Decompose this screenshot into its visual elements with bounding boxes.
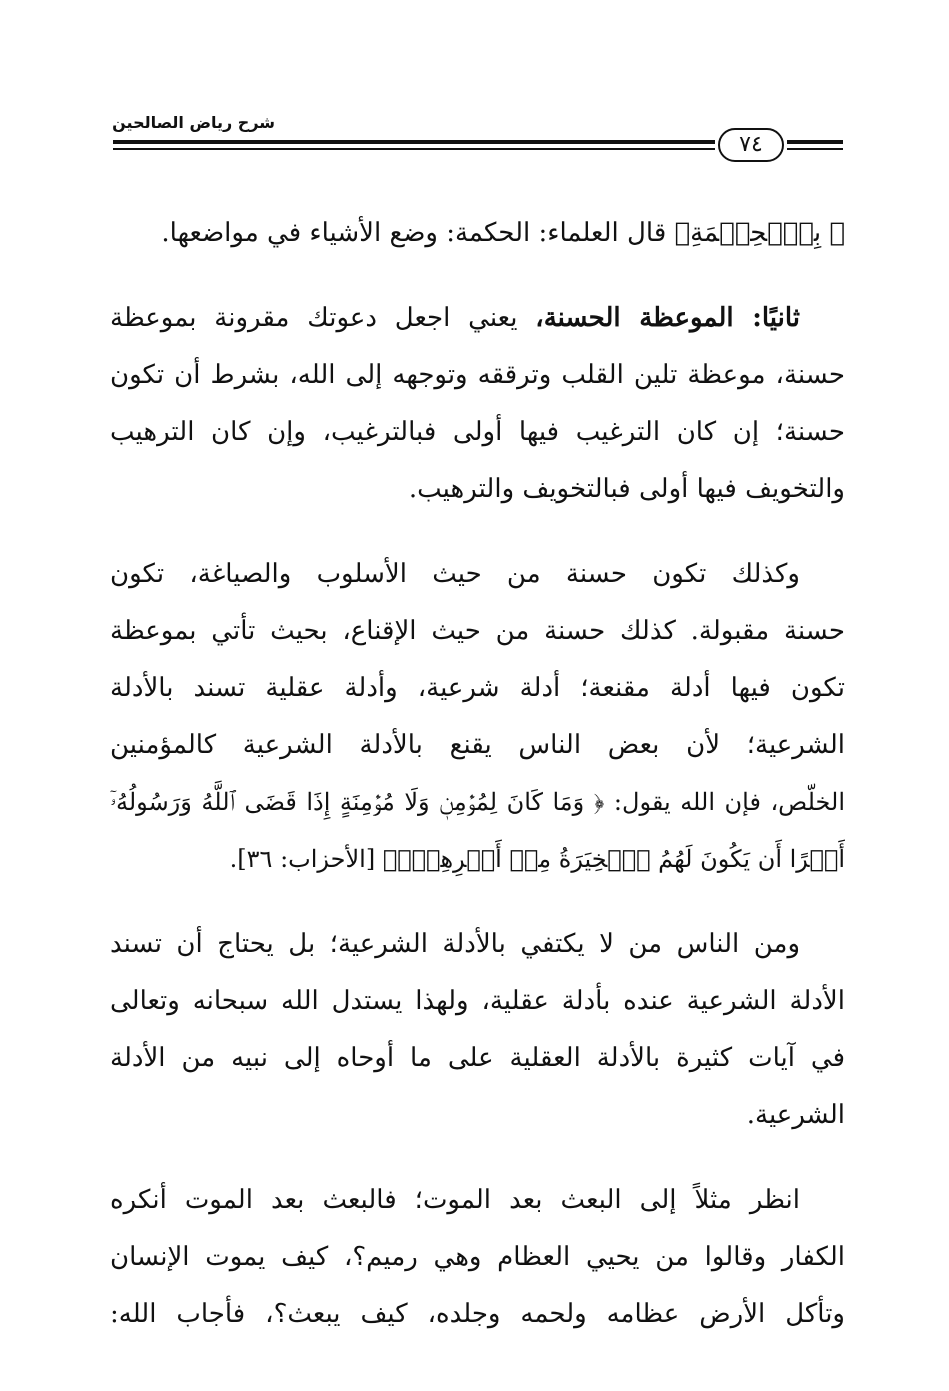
quran-quote: ﴿ وَمَا كَانَ لِمُؤۡمِنٖ وَلَا مُؤۡمِنَةٍ إِذَا قَضَى ٱللَّهُ وَرَسُولُهُۥٓ (110, 788, 605, 816)
text-line (110, 205, 845, 262)
text-line: الشرعية. (746, 1100, 845, 1130)
text-line: في آيات كثيرة بالأدلة العقلية على ما أوحاه إلى نبيه من الأدلة (110, 1043, 845, 1073)
line-text: الخلّص، فإن الله يقول: (604, 788, 845, 816)
text-line: والتخويف فيها أولى فبالتخويف والترهيب. (408, 474, 845, 504)
text-line: الكفار وقالوا من يحيي العظام وهي رميم؟، كيف يموت الإنسان (110, 1242, 845, 1272)
header-rule-right-thin (787, 148, 843, 150)
header-rule-right-thick (787, 140, 843, 144)
text-line (110, 831, 845, 888)
running-header-title: شرح رياض الصالحين (112, 113, 275, 132)
text-line: انظر مثلاً إلى البعث بعد الموت؛ فالبعث بعد الموت أنكره (110, 1185, 800, 1215)
text-line: تكون فيها أدلة مقنعة؛ أدلة شرعية، وأدلة عقلية تسند بالأدلة (110, 673, 845, 703)
page-number-badge: ٧٤ (718, 128, 784, 162)
line-text: يعني اجعل دعوتك مقرونة بموعظة (110, 303, 536, 333)
header-rule-left-thick (113, 140, 715, 144)
quran-quote: أَمۡرًا أَن يَكُونَ لَهُمُ ٱلۡخِيَرَةُ مِنۡ أَمۡرِهِمۡۗ﴾ (382, 845, 845, 873)
text-line: ومن الناس من لا يكتفي بالأدلة الشرعية؛ بل يحتاج أن تسند (110, 929, 800, 959)
line-text: قال العلماء: الحكمة: وضع الأشياء في مواضعها. (161, 218, 675, 248)
page-body (110, 205, 845, 1343)
text-line: وتأكل الأرض عظامه ولحمه وجلده، كيف يبعث؟، فأجاب الله: (110, 1299, 845, 1329)
text-line (110, 774, 845, 831)
citation-text: [الأحزاب: ٣٦]. (229, 845, 383, 873)
text-line: حسنة، موعظة تلين القلب وترققه وتوجهه إلى الله، بشرط أن تكون (110, 360, 845, 390)
bold-heading: ثانيًا: الموعظة الحسنة، (535, 303, 800, 333)
text-line: وكذلك تكون حسنة من حيث الأسلوب والصياغة، تكون (110, 559, 800, 589)
text-line: الأدلة الشرعية عنده بأدلة عقلية، ولهذا يستدل الله سبحانه وتعالى (110, 986, 845, 1016)
quran-quote: ﴿ بِٱلۡحِكۡمَةِ﴾ (674, 218, 845, 248)
text-line: حسنة مقبولة. كذلك حسنة من حيث الإقناع، بحيث تأتي بموعظة (110, 616, 845, 646)
header-rule-left-thin (113, 148, 715, 150)
text-line: حسنة؛ إن كان الترغيب فيها أولى فبالترغيب، وإن كان الترهيب (110, 417, 845, 447)
text-line (110, 290, 845, 347)
text-line: الشرعية؛ لأن بعض الناس يقنع بالأدلة الشرعية كالمؤمنين (110, 730, 845, 760)
